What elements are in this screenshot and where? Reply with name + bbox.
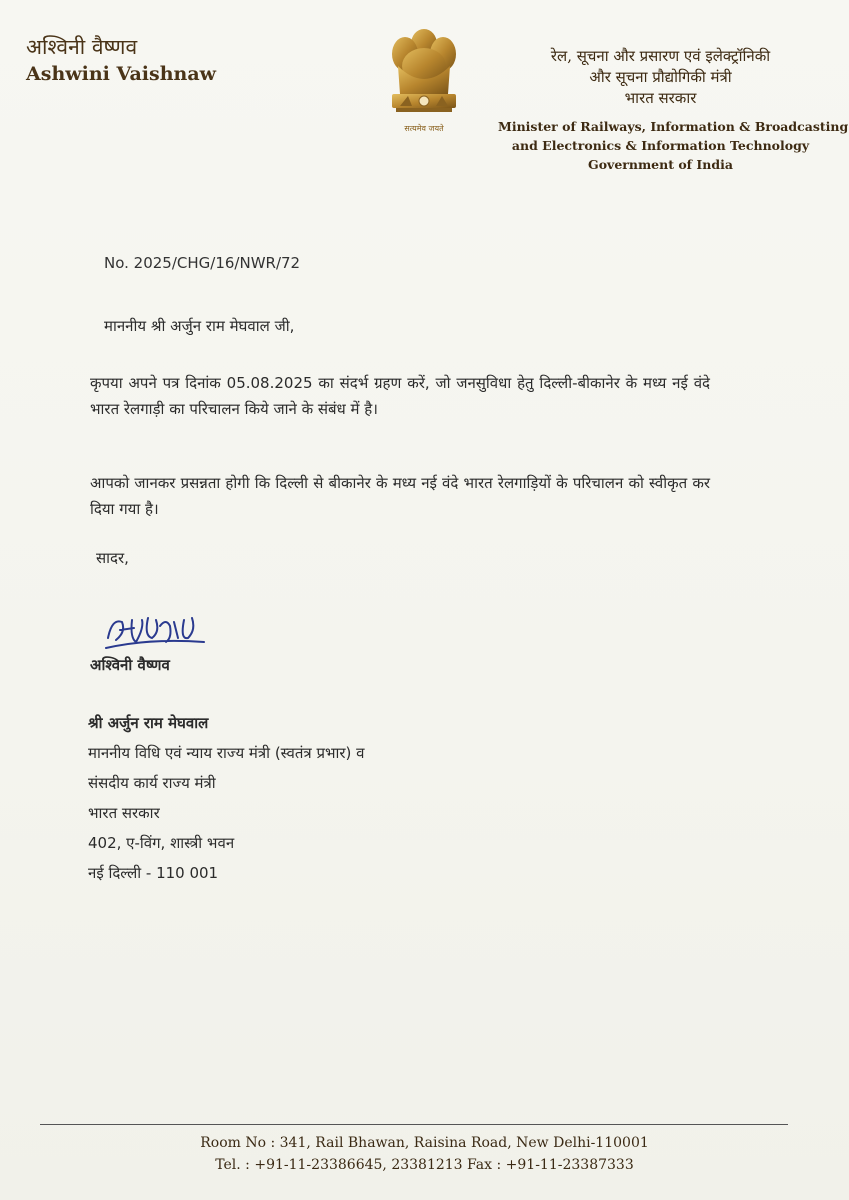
addressee-line-3: भारत सरकार xyxy=(88,804,160,822)
addressee-line-2: संसदीय कार्य राज्य मंत्री xyxy=(88,774,216,792)
footer-address: Room No : 341, Rail Bhawan, Raisina Road, New Delhi-110001 xyxy=(200,1135,649,1151)
salutation: माननीय श्री अर्जुन राम मेघवाल जी, xyxy=(104,317,295,335)
body-paragraph-1: कृपया अपने पत्र दिनांक 05.08.2025 का संदर्भ ग्रहण करें, जो जनसुविधा हेतु दिल्ली-बीकानेर के मध्य नई वंदे भारत रेलगाड़ी का परिचालन किये जाने के संबंध में है। xyxy=(90,374,710,418)
addressee-line-4: 402, ए-विंग, शास्त्री भवन xyxy=(88,834,235,852)
sender-name-block xyxy=(26,36,216,85)
title-hindi-line-2: और सूचना प्रौद्योगिकी मंत्री xyxy=(589,68,732,86)
signatory-name: अश्विनी वैष्णव xyxy=(90,656,170,674)
national-emblem-icon xyxy=(378,22,470,140)
footer-divider xyxy=(40,1124,788,1125)
body-paragraph-2: आपको जानकर प्रसन्नता होगी कि दिल्ली से बीकानेर के मध्य नई वंदे भारत रेलगाड़ियों के परिचालन को स्वीकृत कर दिया गया है। xyxy=(90,474,710,518)
reference-number: No. 2025/CHG/16/NWR/72 xyxy=(104,254,301,272)
title-english-line-2: and Electronics & Information Technology xyxy=(511,138,810,153)
footer-phones: Tel. : +91-11-23386645, 23381213 Fax : +91-11-23387333 xyxy=(215,1157,634,1173)
addressee-line-1: माननीय विधि एवं न्याय राज्य मंत्री (स्वतंत्र प्रभार) व xyxy=(88,744,365,762)
sender-name-hindi: अश्विनी वैष्णव xyxy=(26,35,138,59)
title-hindi-line-3: भारत सरकार xyxy=(624,89,697,107)
emblem-motto: सत्यमेव जयते xyxy=(404,124,444,133)
title-hindi-line-1: रेल, सूचना और प्रसारण एवं इलेक्ट्रॉनिकी xyxy=(550,47,771,65)
title-english-line-3: Government of India xyxy=(588,157,733,172)
title-english-line-1: Minister of Railways, Information & Broadcasting xyxy=(498,119,849,134)
sender-name-english: Ashwini Vaishnaw xyxy=(26,63,216,86)
addressee-block xyxy=(88,708,365,888)
addressee-line-5: नई दिल्ली - 110 001 xyxy=(88,864,219,882)
minister-title-block xyxy=(498,46,849,174)
addressee-name: श्री अर्जुन राम मेघवाल xyxy=(88,714,209,732)
footer xyxy=(0,1132,849,1176)
closing: सादर, xyxy=(96,549,129,567)
